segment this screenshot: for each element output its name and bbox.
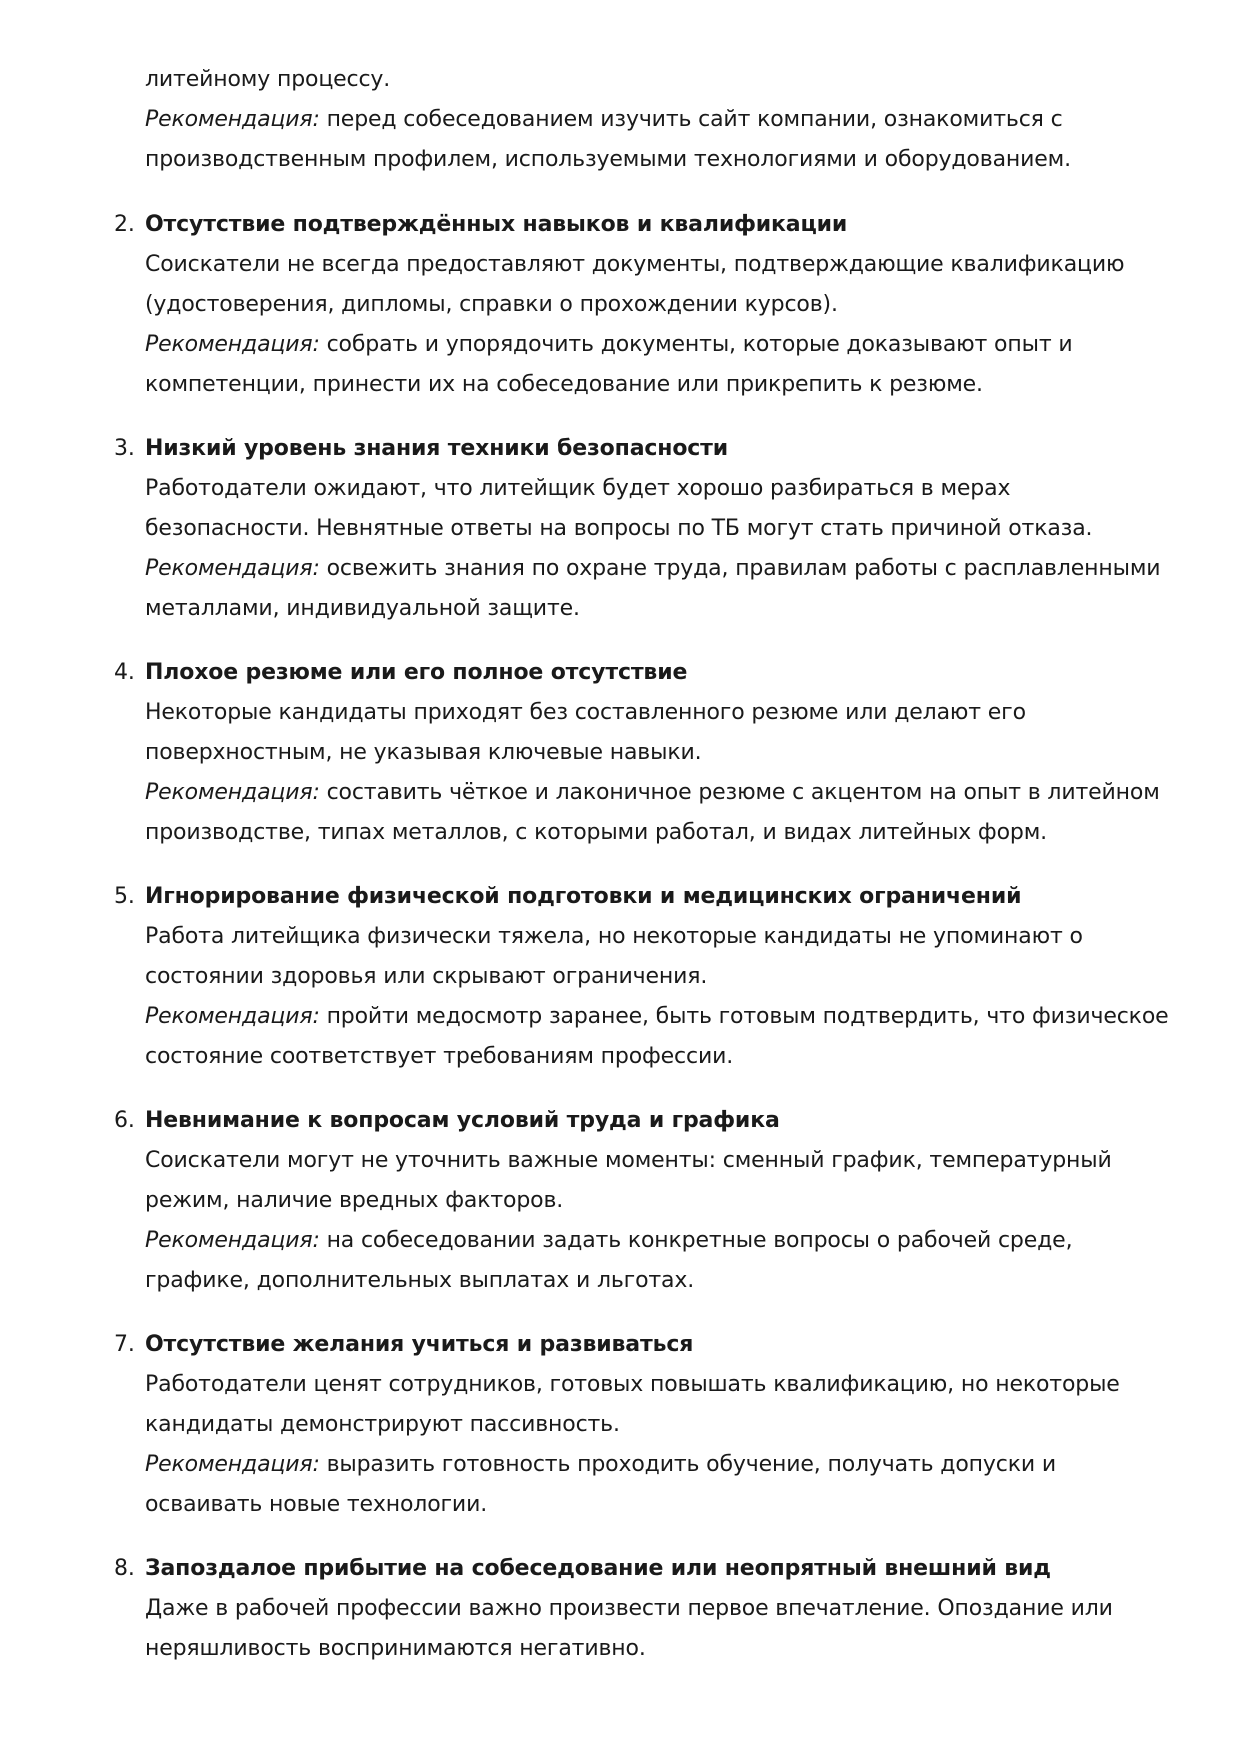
- item-description: Соискатели не всегда предоставляют документы, подтверждающие квалификацию: [145, 252, 1125, 277]
- item-recommendation-cont: графике, дополнительных выплатах и льготах.: [145, 1268, 695, 1293]
- item-title: Низкий уровень знания техники безопасности: [145, 436, 729, 461]
- list-number: 2.: [114, 212, 135, 237]
- item-recommendation-cont: состояние соответствует требованиям профессии.: [145, 1044, 734, 1069]
- item-title: Плохое резюме или его полное отсутствие: [145, 660, 688, 685]
- list-item-heading: [114, 653, 687, 693]
- item-description: Соискатели могут не уточнить важные моменты: сменный график, температурный: [145, 1148, 1112, 1173]
- recommendation-text: перед собеседованием изучить сайт компании, ознакомиться с: [319, 107, 1063, 132]
- item-recommendation: [145, 549, 1160, 589]
- item-description: (удостоверения, дипломы, справки о прохождении курсов).: [145, 292, 838, 317]
- item-title: Игнорирование физической подготовки и медицинских ограничений: [145, 884, 1022, 909]
- item-recommendation: [145, 325, 1072, 365]
- recommendation-label: Рекомендация:: [145, 780, 320, 805]
- item-description: Работодатели ожидают, что литейщик будет хорошо разбираться в мерах: [145, 476, 1011, 501]
- intro-line: литейному процессу.: [145, 67, 391, 92]
- item-description: безопасности. Невнятные ответы на вопросы по ТБ могут стать причиной отказа.: [145, 516, 1093, 541]
- item-description: кандидаты демонстрируют пассивность.: [145, 1412, 620, 1437]
- item-description: неряшливость воспринимаются негативно.: [145, 1636, 646, 1661]
- item-description: Даже в рабочей профессии важно произвести первое впечатление. Опоздание или: [145, 1596, 1113, 1621]
- item-recommendation: [145, 997, 1169, 1037]
- list-item-heading: [114, 1549, 1051, 1589]
- recommendation-text: выразить готовность проходить обучение, получать допуски и: [319, 1452, 1056, 1477]
- intro-recommendation: [145, 100, 1063, 140]
- item-recommendation-cont: производстве, типах металлов, с которыми работал, и видах литейных форм.: [145, 820, 1048, 845]
- item-description: режим, наличие вредных факторов.: [145, 1188, 564, 1213]
- list-item-heading: [114, 877, 1021, 917]
- intro-recommendation-cont: производственным профилем, используемыми технологиями и оборудованием.: [145, 147, 1071, 172]
- item-recommendation-cont: металлами, индивидуальной защите.: [145, 596, 580, 621]
- item-description: поверхностным, не указывая ключевые навыки.: [145, 740, 702, 765]
- list-item-heading: [114, 1101, 780, 1141]
- list-number: 4.: [114, 660, 135, 685]
- recommendation-text: собрать и упорядочить документы, которые доказывают опыт и: [319, 332, 1073, 357]
- item-recommendation-cont: компетенции, принести их на собеседование или прикрепить к резюме.: [145, 372, 983, 397]
- item-recommendation: [145, 1445, 1056, 1485]
- list-number: 6.: [114, 1108, 135, 1133]
- item-description: Работа литейщика физически тяжела, но некоторые кандидаты не упоминают о: [145, 924, 1083, 949]
- item-title: Отсутствие желания учиться и развиваться: [145, 1332, 694, 1357]
- recommendation-text: пройти медосмотр заранее, быть готовым подтвердить, что физическое: [319, 1004, 1169, 1029]
- recommendation-label: Рекомендация:: [145, 332, 320, 357]
- item-description: Некоторые кандидаты приходят без составленного резюме или делают его: [145, 700, 1026, 725]
- item-recommendation-cont: осваивать новые технологии.: [145, 1492, 488, 1517]
- item-recommendation: [145, 1221, 1072, 1261]
- list-item-heading: [114, 429, 728, 469]
- list-number: 7.: [114, 1332, 135, 1357]
- item-recommendation: [145, 773, 1160, 813]
- recommendation-text: составить чёткое и лаконичное резюме с акцентом на опыт в литейном: [319, 780, 1160, 805]
- item-description: Работодатели ценят сотрудников, готовых повышать квалификацию, но некоторые: [145, 1372, 1120, 1397]
- recommendation-label: Рекомендация:: [145, 107, 320, 132]
- recommendation-label: Рекомендация:: [145, 1228, 320, 1253]
- list-number: 5.: [114, 884, 135, 909]
- list-item-heading: [114, 205, 847, 245]
- item-title: Запоздалое прибытие на собеседование или неопрятный внешний вид: [145, 1556, 1051, 1581]
- recommendation-text: на собеседовании задать конкретные вопросы о рабочей среде,: [319, 1228, 1073, 1253]
- list-item-heading: [114, 1325, 693, 1365]
- item-title: Невнимание к вопросам условий труда и графика: [145, 1108, 780, 1133]
- recommendation-text: освежить знания по охране труда, правилам работы с расплавленными: [319, 556, 1161, 581]
- item-title: Отсутствие подтверждённых навыков и квалификации: [145, 212, 848, 237]
- recommendation-label: Рекомендация:: [145, 556, 320, 581]
- recommendation-label: Рекомендация:: [145, 1004, 320, 1029]
- item-description: состоянии здоровья или скрывают ограничения.: [145, 964, 708, 989]
- list-number: 8.: [114, 1556, 135, 1581]
- recommendation-label: Рекомендация:: [145, 1452, 320, 1477]
- list-number: 3.: [114, 436, 135, 461]
